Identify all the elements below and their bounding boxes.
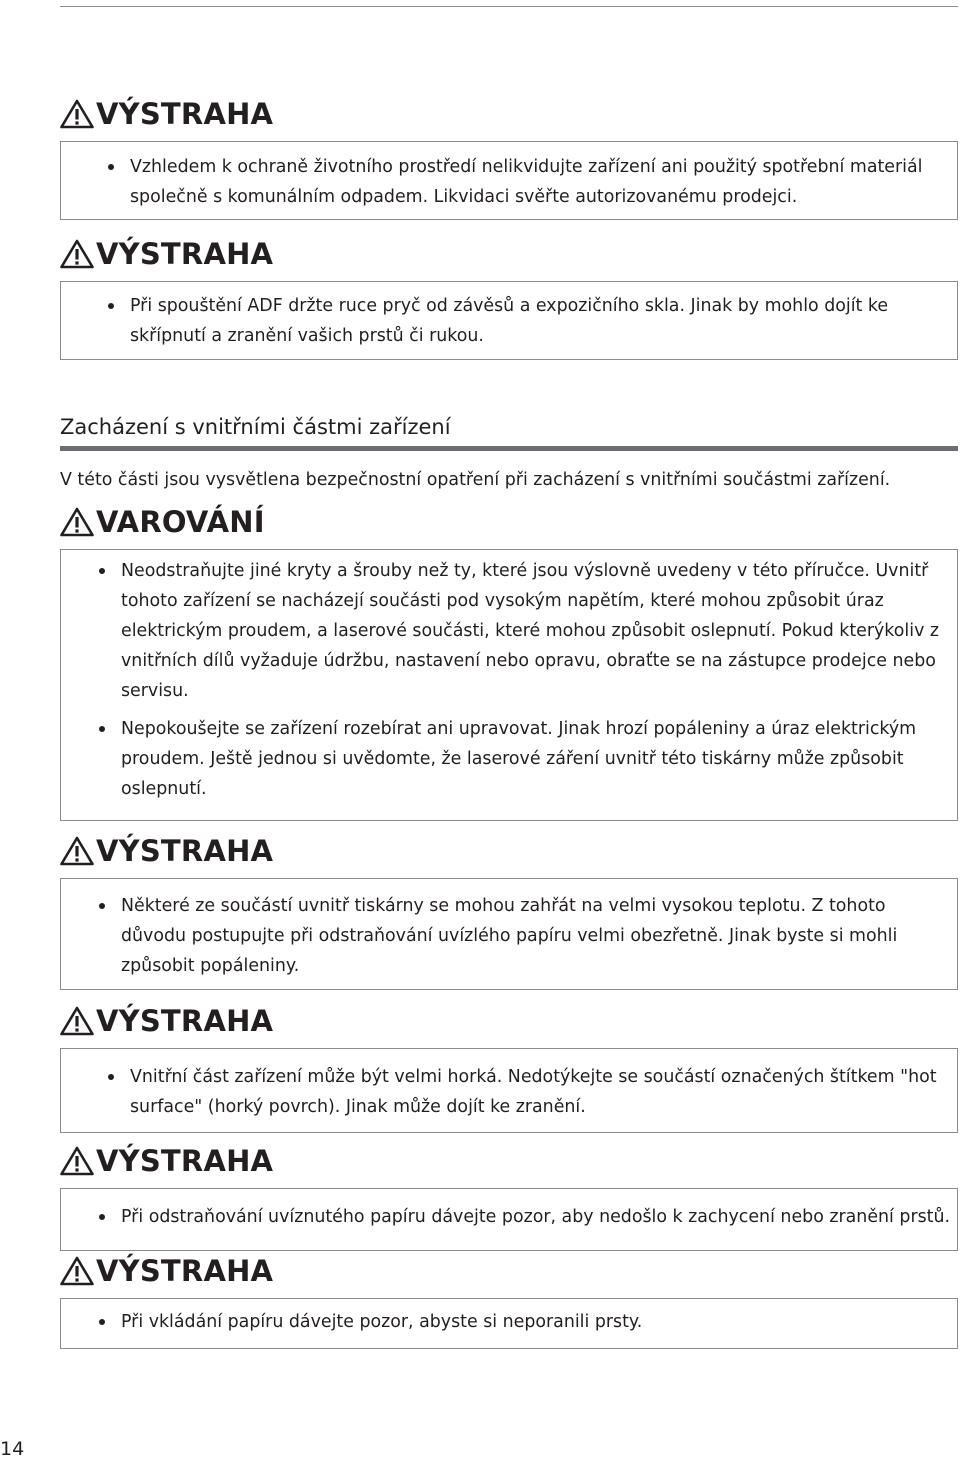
caution-box <box>60 1188 958 1251</box>
warning-box <box>60 549 958 821</box>
caution-box <box>60 878 958 990</box>
caution-label: VÝSTRAHA <box>96 1254 274 1288</box>
caution-heading <box>60 1003 958 1039</box>
top-rule <box>60 6 958 7</box>
caution-label: VÝSTRAHA <box>96 834 274 868</box>
caution-item: Některé ze součástí uvnitř tiskárny se mohou zahřát na velmi vysokou teplotu. Z tohoto důvodu postupujte při odstraňování uvízlého papíru velmi obezřetně. Jinak byste si mohli způsobit popáleniny. <box>121 891 949 981</box>
caution-section-5 <box>60 1143 958 1251</box>
caution-section-1 <box>60 96 958 220</box>
heading-rule <box>60 446 958 451</box>
warning-triangle-icon <box>60 1006 94 1036</box>
warning-triangle-icon <box>60 836 94 866</box>
caution-heading <box>60 236 958 272</box>
warning-triangle-icon <box>60 507 94 537</box>
warning-heading <box>60 504 958 540</box>
section-heading <box>60 408 958 451</box>
caution-section-4 <box>60 1003 958 1133</box>
intro-paragraph: V této části jsou vysvětlena bezpečnostní opatření při zacházení s vnitřními součástmi zařízení. <box>60 470 891 490</box>
caution-box <box>60 141 958 220</box>
page-number: 14 <box>0 1438 25 1460</box>
caution-item: Vzhledem k ochraně životního prostředí nelikvidujte zařízení ani použitý spotřební materiál společně s komunálním odpadem. Likvidaci svěřte autorizovanému prodejci. <box>130 152 947 212</box>
caution-item: Při vkládání papíru dávejte pozor, abyste si neporanili prsty. <box>121 1307 947 1337</box>
caution-heading <box>60 1253 958 1289</box>
caution-label: VÝSTRAHA <box>96 237 274 271</box>
warning-triangle-icon <box>60 1146 94 1176</box>
caution-heading <box>60 1143 958 1179</box>
warning-triangle-icon <box>60 99 94 129</box>
warning-label: VAROVÁNÍ <box>96 505 265 539</box>
caution-box <box>60 281 958 360</box>
warning-triangle-icon <box>60 1256 94 1286</box>
caution-item: Při spouštění ADF držte ruce pryč od závěsů a expozičního skla. Jinak by mohlo dojít ke skřípnutí a zranění vašich prstů či rukou. <box>130 291 947 351</box>
section-title: Zacházení s vnitřními částmi zařízení <box>60 415 451 439</box>
caution-box <box>60 1298 958 1349</box>
caution-section-6 <box>60 1253 958 1349</box>
caution-label: VÝSTRAHA <box>96 97 274 131</box>
warning-triangle-icon <box>60 239 94 269</box>
warning-item: Neodstraňujte jiné kryty a šrouby než ty, které jsou výslovně uvedeny v této příručce. Uvnitř tohoto zařízení se nacházejí součásti pod vysokým napětím, které mohou způsobit úraz elektrickým proudem, a laserové součásti, které mohou způsobit oslepnutí. Pokud kterýkoliv z vnitřních dílů vyžaduje údržbu, nastavení nebo opravu, obraťte se na zástupce prodejce nebo servisu. <box>121 556 949 706</box>
warning-item: Nepokoušejte se zařízení rozebírat ani upravovat. Jinak hrozí popáleniny a úraz elektrickým proudem. Ještě jednou si uvědomte, že laserové záření uvnitř této tiskárny může způsobit oslepnutí. <box>121 714 949 804</box>
caution-label: VÝSTRAHA <box>96 1004 274 1038</box>
caution-label: VÝSTRAHA <box>96 1144 274 1178</box>
caution-heading <box>60 96 958 132</box>
caution-item: Při odstraňování uvíznutého papíru dávejte pozor, aby nedošlo k zachycení nebo zranění prstů. <box>121 1202 953 1232</box>
caution-section-3 <box>60 833 958 990</box>
caution-box <box>60 1048 958 1133</box>
caution-item: Vnitřní část zařízení může být velmi horká. Nedotýkejte se součástí označených štítkem "hot surface" (horký povrch). Jinak může dojít ke zranění. <box>130 1062 947 1122</box>
caution-heading <box>60 833 958 869</box>
caution-section-2 <box>60 236 958 360</box>
warning-section <box>60 504 958 821</box>
